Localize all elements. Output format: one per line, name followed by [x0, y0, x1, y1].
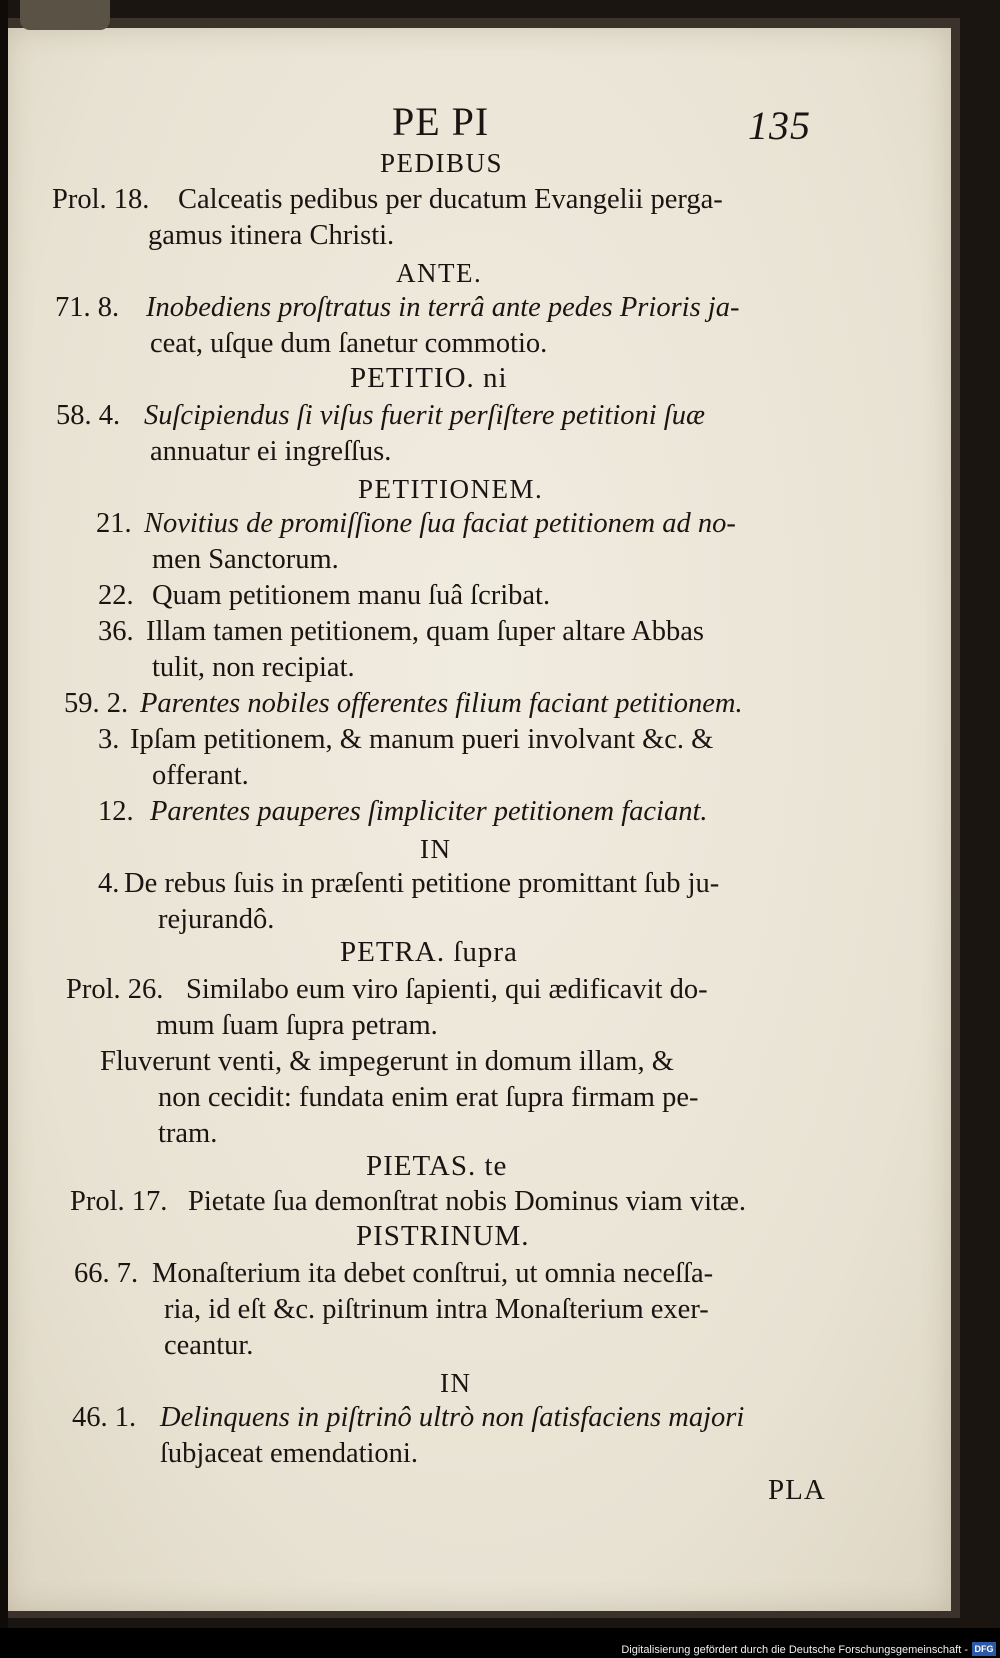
subheading: PEDIBUS: [380, 148, 504, 178]
entry-line: Parentes nobiles offerentes filium faciant petitionem.: [140, 688, 743, 719]
entry-line: Fluverunt venti, & impegerunt in domum illam, &: [100, 1046, 674, 1077]
entry-line: non cecidit: fundata enim erat ſupra firmam pe-: [158, 1082, 699, 1113]
entry-line: offerant.: [152, 760, 249, 791]
entry-line: Ipſam petitionem, & manum pueri involvant &c. &: [130, 724, 714, 755]
entry-ref: Prol. 26.: [66, 974, 164, 1005]
entry-line: Illam tamen petitionem, quam ſuper altare Abbas: [146, 616, 704, 647]
subheading: IN: [440, 1368, 472, 1398]
entry-line: tram.: [158, 1118, 218, 1149]
entry-ref: 66. 7.: [74, 1258, 139, 1289]
headword: PIETAS. te: [366, 1150, 508, 1182]
entry-line: ria, id eſt &c. piſtrinum intra Monaſterium exer-: [164, 1294, 709, 1325]
entry-line: mum ſuam ſupra petram.: [156, 1010, 438, 1041]
entry-ref: 36.: [98, 616, 134, 647]
entry-ref: 3.: [98, 724, 120, 755]
entry-line: Monaſterium ita debet conſtrui, ut omnia neceſſa-: [152, 1258, 714, 1289]
entry-ref: 59. 2.: [64, 688, 129, 719]
headword: PISTRINUM.: [356, 1220, 530, 1252]
entry-line: Inobediens proſtratus in terrâ ante pedes Prioris ja-: [146, 292, 740, 323]
entry-ref: 12.: [98, 796, 134, 827]
entry-ref: 71. 8.: [55, 292, 120, 323]
running-head: PE PI: [392, 99, 490, 144]
entry-ref: Prol. 18.: [52, 184, 150, 215]
entry-line: Quam petitionem manu ſuâ ſcribat.: [152, 580, 551, 611]
entry-line: ceantur.: [164, 1330, 254, 1361]
subheading: ANTE.: [396, 258, 483, 288]
footer-credit: Digitalisierung gefördert durch die Deutsche Forschungsgemeinschaft -: [621, 1644, 968, 1656]
spine-edge: [0, 0, 8, 1658]
entry-line: annuatur ei ingreſſus.: [150, 436, 392, 467]
entry-line: Delinquens in piſtrinô ultrò non ſatisfaciens majori: [160, 1402, 745, 1433]
entry-ref: 46. 1.: [72, 1402, 137, 1433]
entry-ref: Prol. 17.: [70, 1186, 168, 1217]
subheading: IN: [420, 834, 452, 864]
entry-line: gamus itinera Christi.: [148, 220, 395, 251]
entry-line: men Sanctorum.: [152, 544, 339, 575]
headword: PETITIO. ni: [350, 362, 508, 394]
entry-line: Similabo eum viro ſapienti, qui ædificavit do-: [186, 974, 708, 1005]
subheading: PETITIONEM.: [358, 474, 544, 504]
entry-ref: 4.: [98, 868, 120, 899]
catchword: PLA: [768, 1474, 826, 1506]
page-number: 135: [748, 103, 811, 148]
entry-line: De rebus ſuis in præſenti petitione promittant ſub ju-: [124, 868, 720, 899]
headword: PETRA. ſupra: [340, 936, 518, 968]
entry-line: tulit, non recipiat.: [152, 652, 355, 683]
entry-ref: 22.: [98, 580, 134, 611]
entry-line: ſubjaceat emendationi.: [160, 1438, 418, 1469]
entry-line: ceat, uſque dum ſanetur commotio.: [150, 328, 548, 359]
dfg-logo: DFG: [972, 1642, 996, 1656]
entry-line: Suſcipiendus ſi viſus fuerit perſiſtere petitioni ſuæ: [144, 400, 705, 431]
entry-line: Calceatis pedibus per ducatum Evangelii perga-: [178, 184, 723, 215]
page-corner: [20, 0, 110, 30]
entry-line: Novitius de promiſſione ſua faciat petitionem ad no-: [144, 508, 736, 539]
entry-line: Parentes pauperes ſimpliciter petitionem faciant.: [150, 796, 708, 827]
entry-ref: 58. 4.: [56, 400, 121, 431]
entry-ref: 21.: [96, 508, 132, 539]
entry-line: rejurandô.: [158, 904, 275, 935]
entry-line: Pietate ſua demonſtrat nobis Dominus viam vitæ.: [188, 1186, 747, 1217]
